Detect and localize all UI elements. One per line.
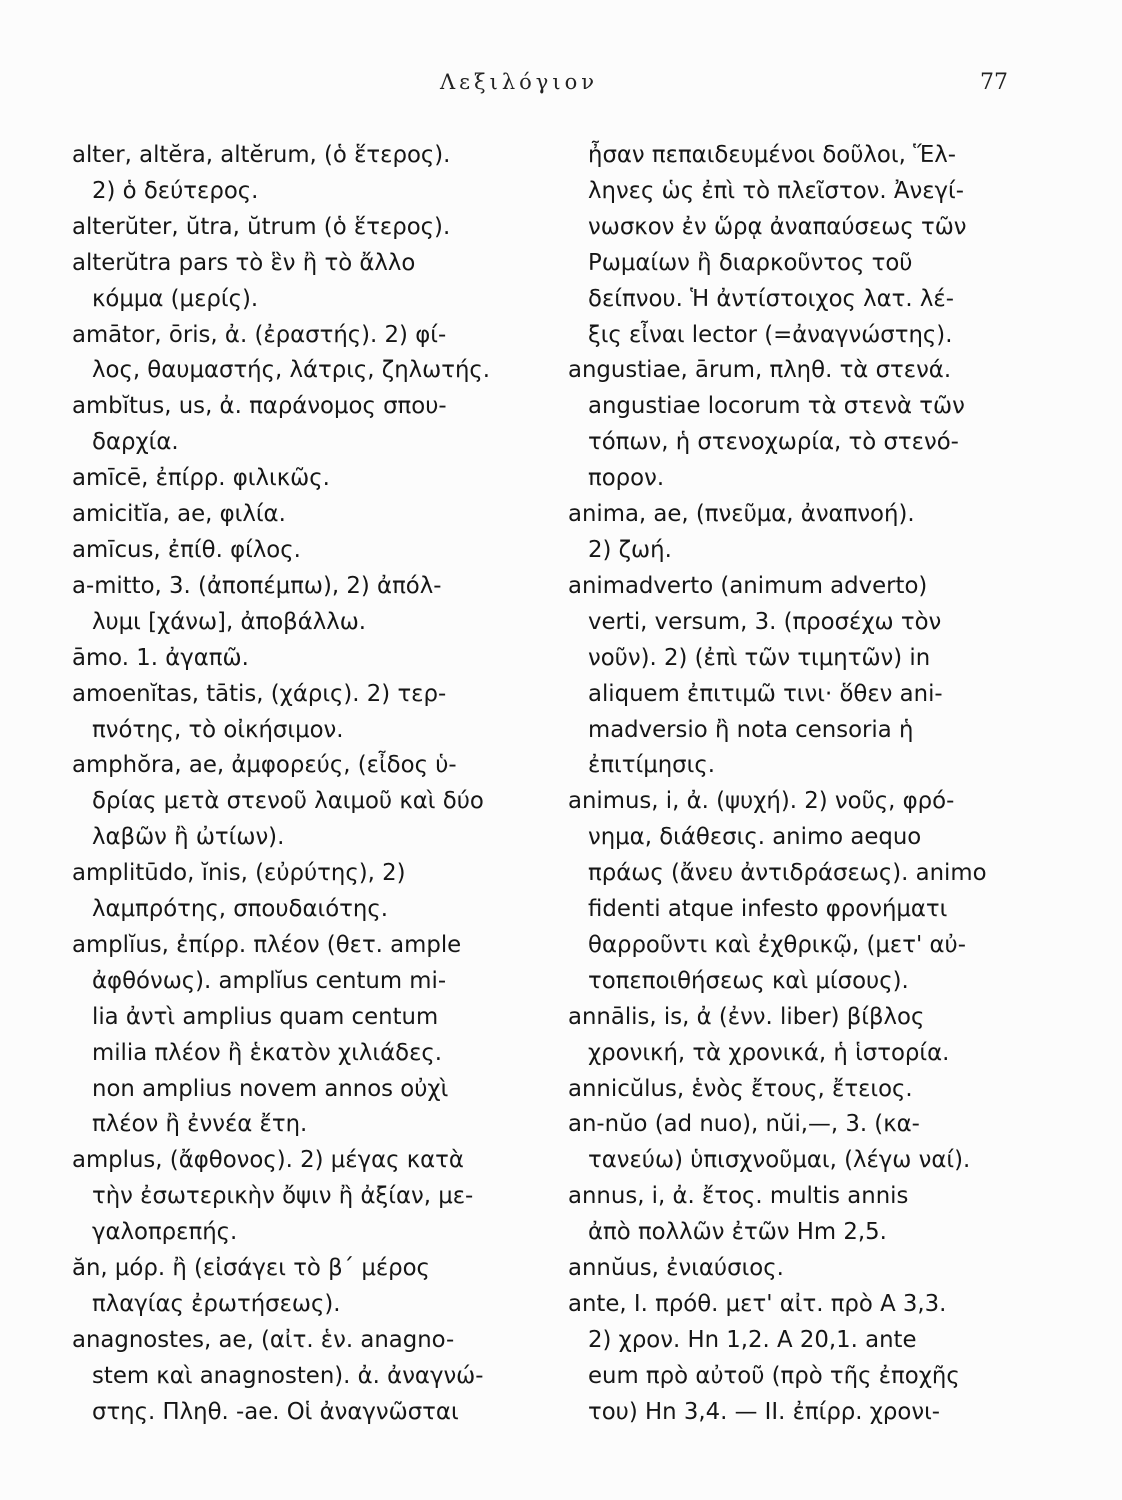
page-header	[0, 70, 1122, 106]
text-line: lia ἀντὶ amplius quam centum	[92, 1003, 439, 1030]
text-line: του) Hn 3,4. — II. ἐπίρρ. χρονι-	[588, 1398, 941, 1425]
text-line: νημα, διάθεσις. animo aequo	[588, 824, 922, 851]
text-line: λαμπρότης, σπουδαιότης.	[92, 896, 388, 923]
text-line: πλέον ἢ ἐννέα ἔτη.	[92, 1111, 308, 1138]
text-line: angustiae locorum τὰ στενὰ τῶν	[588, 393, 965, 420]
text-line: 2) ὁ δεύτερος.	[92, 177, 259, 204]
left-column	[72, 138, 534, 1431]
text-line: ambĭtus, us, ἀ. παράνομος σπου-	[72, 393, 447, 420]
text-line: āmo. 1. ἀγαπῶ.	[72, 644, 249, 671]
text-line: λος, θαυμαστής, λάτρις, ζηλωτής.	[92, 357, 491, 384]
text-line: anima, ae, (πνεῦμα, ἀναπνοή).	[568, 501, 915, 528]
text-line: τὴν ἐσωτερικὴν ὄψιν ἢ ἀξίαν, με-	[92, 1183, 474, 1210]
text-line: alterŭtra pars τὸ ἓν ἢ τὸ ἄλλο	[72, 249, 416, 276]
text-line: amplĭus, ἐπίρρ. πλέον (θετ. ample	[72, 931, 462, 958]
text-line: 2) χρον. Hn 1,2. A 20,1. ante	[588, 1326, 917, 1353]
text-line: Ρωμαίων ἢ διαρκοῦντος τοῦ	[588, 249, 913, 276]
text-line: a-mitto, 3. (ἀποπέμπω), 2) ἀπόλ-	[72, 572, 442, 599]
text-line: eum πρὸ αὐτοῦ (πρὸ τῆς ἐποχῆς	[588, 1362, 960, 1389]
text-line: πνότης, τὸ οἰκήσιμον.	[92, 716, 344, 743]
page-number: 77	[980, 70, 1008, 95]
text-line: animus, i, ἀ. (ψυχή). 2) νοῦς, φρό-	[568, 788, 955, 815]
running-title: Λεξιλόγιον	[440, 70, 598, 94]
text-line: ἐπιτίμησις.	[588, 752, 715, 779]
text-line: milia πλέον ἢ ἑκατὸν χιλιάδες.	[92, 1039, 443, 1066]
text-line: annus, i, ἀ. ἔτος. multis annis	[568, 1183, 909, 1210]
text-line: amoenĭtas, tātis, (χάρις). 2) τερ-	[72, 680, 447, 707]
text-line: an-nŭo (ad nuo), nŭi,—, 3. (κα-	[568, 1111, 920, 1138]
text-line: λαβῶν ἢ ὠτίων).	[92, 824, 285, 851]
text-line: πλαγίας ἐρωτήσεως).	[92, 1291, 341, 1317]
text-line: γαλοπρεπής.	[92, 1219, 238, 1246]
text-line: angustiae, ārum, πληθ. τὰ στενά.	[568, 357, 952, 384]
text-line: 2) ζωή.	[588, 536, 672, 563]
text-line: amīcē, ἐπίρρ. φιλικῶς.	[72, 465, 330, 492]
text-line: ἦσαν πεπαιδευμένοι δοῦλοι, Ἕλ-	[588, 142, 956, 168]
text-line: πορον.	[588, 465, 665, 492]
text-line: ληνες ὡς ἐπὶ τὸ πλεῖστον. Ἀνεγί-	[588, 177, 964, 204]
text-line: θαρροῦντι καὶ ἐχθρικῷ, (μετ' αὐ-	[588, 931, 966, 958]
text-line: amicitĭa, ae, φιλία.	[72, 501, 286, 528]
text-line: τοπεποιθήσεως καὶ μίσους).	[588, 967, 909, 994]
text-line: amplus, (ἄφθονος). 2) μέγας κατὰ	[72, 1147, 464, 1174]
text-line: amīcus, ἐπίθ. φίλος.	[72, 536, 301, 563]
text-line: madversio ἢ nota censoria ἡ	[588, 716, 914, 743]
text-line: amātor, ōris, ἀ. (ἐραστής). 2) φί-	[72, 321, 447, 348]
text-line: κόμμα (μερίς).	[92, 285, 259, 312]
text-line: νοῦν). 2) (ἐπὶ τῶν τιμητῶν) in	[588, 644, 931, 671]
text-line: annicŭlus, ἑνὸς ἔτους, ἔτειος.	[568, 1075, 913, 1102]
text-line: verti, versum, 3. (προσέχω τὸν	[588, 608, 942, 635]
text-line: annālis, is, ἀ (ἐνν. liber) βίβλος	[568, 1003, 925, 1030]
text-line: anagnostes, ae, (αἰτ. ἑν. anagno-	[72, 1326, 455, 1353]
text-line: amphŏra, ae, ἀμφορεύς, (εἶδος ὑ-	[72, 752, 457, 779]
text-line: ἀπὸ πολλῶν ἐτῶν Hm 2,5.	[588, 1219, 887, 1246]
text-line: annŭus, ἐνιαύσιος.	[568, 1255, 784, 1282]
text-line: χρονική, τὰ χρονικά, ἡ ἱστορία.	[588, 1039, 950, 1066]
text-line: alter, altĕra, altĕrum, (ὁ ἕτερος).	[72, 142, 451, 168]
text-line: non amplius novem annos οὐχὶ	[92, 1075, 449, 1102]
text-line: τανεύω) ὑπισχνοῦμαι, (λέγω ναί).	[588, 1147, 971, 1174]
text-line: πράως (ἄνευ ἀντιδράσεως). animo	[588, 860, 987, 887]
text-line: amplitūdo, ĭnis, (εὐρύτης), 2)	[72, 860, 406, 887]
text-line: λυμι [χάνω], ἀποβάλλω.	[92, 608, 367, 635]
text-line: alterŭter, ŭtra, ŭtrum (ὁ ἕτερος).	[72, 213, 451, 240]
text-line: fidenti atque infesto φρονήματι	[588, 896, 948, 923]
text-line: ξις εἶναι lector (=ἀναγνώστης).	[588, 321, 953, 348]
text-line: στης. Πληθ. -ae. Οἱ ἀναγνῶσται	[92, 1398, 459, 1425]
text-line: δείπνου. Ἡ ἀντίστοιχος λατ. λέ-	[588, 285, 954, 312]
text-line: νωσκον ἐν ὥρᾳ ἀναπαύσεως τῶν	[588, 213, 967, 240]
right-column	[568, 138, 1000, 1431]
text-line: aliquem ἐπιτιμῶ τινι· ὅθεν ani-	[588, 680, 943, 707]
text-line: ăn, μόρ. ἢ (εἰσάγει τὸ β΄ μέρος	[72, 1255, 430, 1282]
text-line: ante, I. πρόθ. μετ' αἰτ. πρὸ A 3,3.	[568, 1291, 947, 1317]
text-line: animadverto (animum adverto)	[568, 572, 928, 599]
text-line: τόπων, ἡ στενοχωρία, τὸ στενό-	[588, 429, 959, 456]
text-line: δρίας μετὰ στενοῦ λαιμοῦ καὶ δύο	[92, 788, 484, 815]
text-line: ἀφθόνως). amplĭus centum mi-	[92, 967, 447, 994]
text-line: stem καὶ anagnosten). ἀ. ἀναγνώ-	[92, 1362, 484, 1389]
text-line: δαρχία.	[92, 429, 179, 456]
